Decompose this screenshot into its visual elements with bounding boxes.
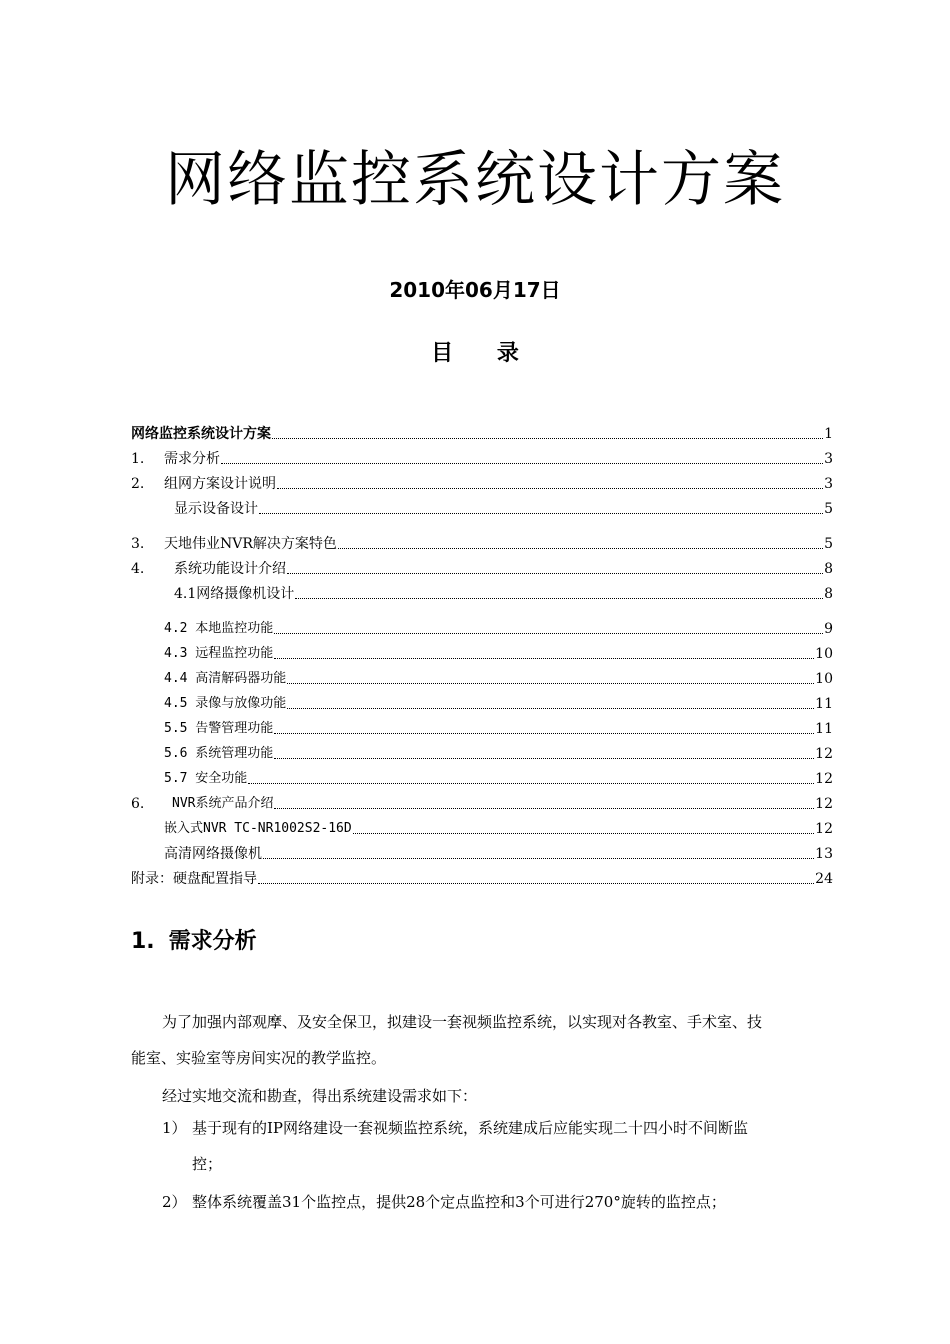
- toc-leader: [221, 463, 823, 464]
- toc-entry-label: 4.2 本地监控功能: [164, 621, 274, 636]
- toc-entry[interactable]: [131, 668, 833, 690]
- list-marker: 2）: [162, 1193, 187, 1211]
- toc-entry-label: NVR系统产品介绍: [172, 796, 274, 811]
- toc-entry-page: 24: [815, 871, 833, 887]
- toc-entry-label: 4.3 远程监控功能: [164, 646, 274, 661]
- paragraph: 为了加强内部观摩、及安全保卫，拟建设一套视频监控系统，以实现对各教室、手术室、技: [162, 1013, 763, 1031]
- toc-entry-label: 需求分析: [164, 451, 220, 467]
- toc-leader: [259, 513, 823, 514]
- toc-entry-number: 3.: [131, 536, 145, 552]
- toc-leader: [287, 708, 814, 709]
- toc-entry-page: 12: [815, 771, 833, 787]
- toc-entry-page: 1: [824, 426, 833, 442]
- toc-leader: [295, 598, 823, 599]
- section-heading: [131, 924, 257, 955]
- list-item: [162, 1184, 832, 1220]
- toc-leader: [274, 808, 814, 809]
- toc-entry-page: 3: [824, 451, 833, 467]
- toc-leader: [277, 488, 823, 489]
- toc-leader: [287, 573, 823, 574]
- section-number: 1.: [131, 929, 155, 954]
- toc-entry-page: 5: [824, 501, 833, 517]
- toc-entry[interactable]: [131, 843, 833, 865]
- toc-entry-number: 4.: [131, 561, 145, 577]
- toc-entry[interactable]: [131, 868, 833, 890]
- toc-entry-label: 嵌入式NVR TC-NR1002S2-16D: [164, 821, 352, 836]
- toc-entry-page: 13: [815, 846, 833, 862]
- toc-entry-page: 12: [815, 796, 833, 812]
- toc-entry[interactable]: [131, 768, 833, 790]
- toc-entry[interactable]: [131, 448, 833, 470]
- toc-leader: [353, 833, 814, 834]
- toc-leader: [274, 658, 814, 659]
- toc-entry-label: 5.6 系统管理功能: [164, 746, 274, 761]
- toc-entry-label: 4.5 录像与放像功能: [164, 696, 287, 711]
- toc-leader: [258, 883, 814, 884]
- toc-entry-number: 2.: [131, 476, 145, 492]
- toc-entry-label: 网络监控系统设计方案: [131, 426, 271, 442]
- toc-leader: [274, 733, 814, 734]
- toc-entry[interactable]: [131, 618, 833, 640]
- list-marker: 1）: [162, 1119, 187, 1137]
- toc-entry-label: 显示设备设计: [174, 501, 258, 517]
- toc-entry-label: 4.1网络摄像机设计: [174, 586, 295, 602]
- toc-entry-label: 附录：硬盘配置指导: [131, 871, 257, 887]
- toc-entry-page: 8: [824, 561, 833, 577]
- toc-entry-label: 组网方案设计说明: [164, 476, 276, 492]
- toc-leader: [274, 633, 823, 634]
- list-item-text: 基于现有的IP网络建设一套视频监控系统，系统建成后应能实现二十四小时不间断监: [192, 1119, 749, 1137]
- toc-leader: [287, 683, 814, 684]
- list-item: [162, 1110, 832, 1146]
- toc-entry-label: 5.7 安全功能: [164, 771, 248, 786]
- list-item-continuation: 控；: [192, 1155, 223, 1173]
- toc-leader: [263, 858, 814, 859]
- toc-entry[interactable]: [131, 743, 833, 765]
- section-title: 需求分析: [168, 929, 257, 954]
- paragraph: 经过实地交流和勘查，得出系统建设需求如下：: [162, 1087, 478, 1105]
- toc-leader: [248, 783, 814, 784]
- toc-entry[interactable]: [131, 498, 833, 520]
- toc-entry-label: 系统功能设计介绍: [174, 561, 286, 577]
- toc-leader: [338, 548, 823, 549]
- toc-entry[interactable]: [131, 693, 833, 715]
- toc-leader: [272, 438, 823, 439]
- toc-heading: 目 录: [431, 341, 537, 366]
- toc-entry[interactable]: [131, 718, 833, 740]
- toc-entry-label: 5.5 告警管理功能: [164, 721, 274, 736]
- toc-entry-page: 11: [815, 696, 833, 712]
- toc-entry-number: 6.: [131, 796, 145, 812]
- list-item-text: 整体系统覆盖31个监控点，提供28个定点监控和3个可进行270°旋转的监控点；: [192, 1193, 726, 1211]
- toc-entry-label: 高清网络摄像机: [164, 846, 262, 862]
- toc-entry-page: 3: [824, 476, 833, 492]
- toc-entry[interactable]: [131, 423, 833, 445]
- toc-entry[interactable]: [131, 583, 833, 605]
- toc-entry-page: 11: [815, 721, 833, 737]
- toc-entry-page: 5: [824, 536, 833, 552]
- paragraph-continuation: 能室、实验室等房间实况的教学监控。: [131, 1049, 387, 1067]
- toc-entry-page: 10: [815, 646, 833, 662]
- toc-entry[interactable]: [131, 818, 833, 840]
- toc-entry[interactable]: [131, 533, 833, 555]
- document-date: 2010年06月17日: [389, 278, 561, 302]
- document-title: 网络监控系统设计方案: [165, 145, 785, 215]
- toc-entry-page: 12: [815, 746, 833, 762]
- toc-entry-page: 9: [824, 621, 833, 637]
- toc-entry-label: 天地伟业NVR解决方案特色: [164, 536, 337, 552]
- toc-entry[interactable]: [131, 558, 833, 580]
- toc-entry-page: 8: [824, 586, 833, 602]
- toc-entry-number: 1.: [131, 451, 145, 467]
- toc-entry-page: 12: [815, 821, 833, 837]
- toc-entry-label: 4.4 高清解码器功能: [164, 671, 287, 686]
- toc-leader: [274, 758, 814, 759]
- toc-entry[interactable]: [131, 793, 833, 815]
- toc-entry[interactable]: [131, 473, 833, 495]
- toc-entry-page: 10: [815, 671, 833, 687]
- toc-entry[interactable]: [131, 643, 833, 665]
